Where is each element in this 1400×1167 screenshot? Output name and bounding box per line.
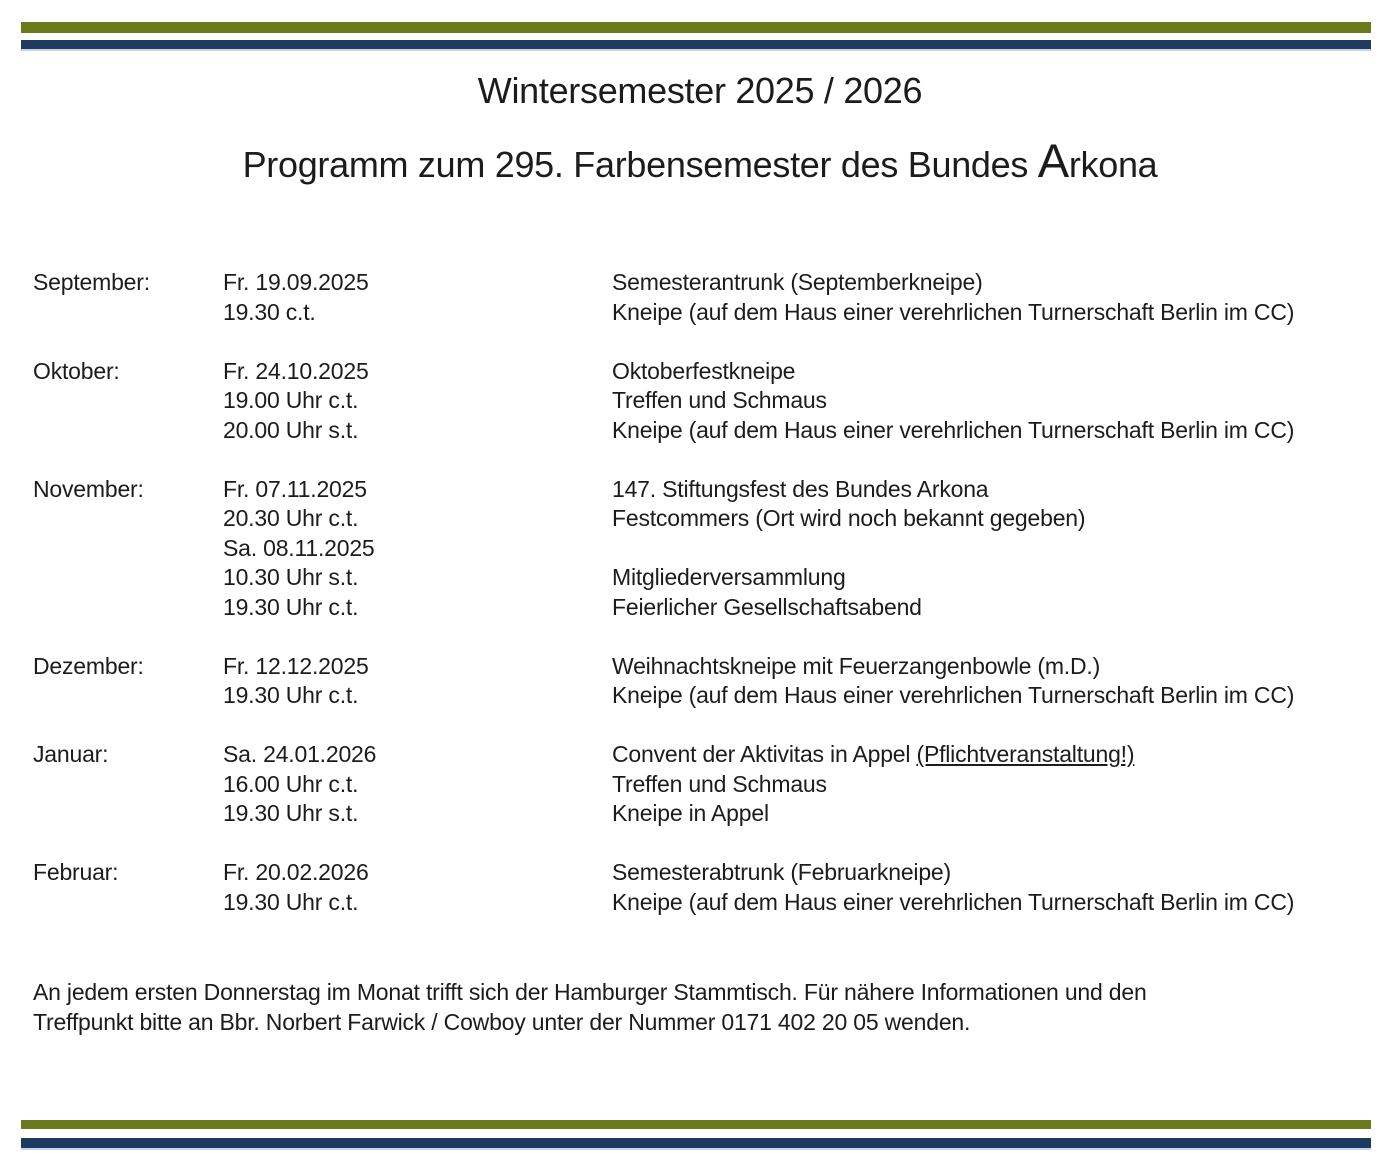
event-date: Fr. 12.12.2025	[223, 652, 369, 679]
event-description-text: Convent der Aktivitas in Appel	[612, 741, 917, 767]
event-description: Kneipe in Appel	[612, 800, 769, 826]
event-time: 19.30 Uhr c.t.	[223, 888, 359, 915]
month-label: Februar:	[33, 859, 119, 885]
schedule-row	[33, 858, 1370, 888]
schedule-row	[33, 504, 1370, 534]
month-label-spacer	[33, 888, 223, 918]
schedule-row	[33, 268, 1370, 298]
event-time: 20.30 Uhr c.t.	[223, 505, 359, 531]
event-description: Kneipe (auf dem Haus einer verehrlichen Turnerschaft Berlin im CC)	[612, 416, 1295, 443]
arkona-rest: rkona	[1068, 144, 1158, 185]
event-description: Weihnachtskneipe mit Feuerzangenbowle (m.D.)	[612, 652, 1101, 679]
event-date: Sa. 08.11.2025	[223, 534, 375, 561]
bottom-rule-olive	[21, 1120, 1371, 1129]
event-description: Festcommers (Ort wird noch bekannt gegeben)	[612, 505, 1086, 531]
event-time: 19.30 Uhr c.t.	[223, 682, 359, 708]
month-label-spacer	[33, 504, 223, 534]
schedule-row	[33, 416, 1370, 446]
schedule-row	[33, 888, 1370, 918]
month-label: Oktober:	[33, 357, 120, 384]
month-label: Dezember:	[33, 652, 144, 679]
bottom-rule-navy	[21, 1138, 1371, 1150]
event-schedule	[33, 268, 1370, 947]
month-block-januar	[33, 740, 1370, 829]
month-block-februar	[33, 858, 1370, 917]
schedule-row	[33, 593, 1370, 623]
month-label-spacer	[33, 681, 223, 711]
event-date: Fr. 19.09.2025	[223, 269, 369, 295]
month-label-spacer	[33, 534, 223, 564]
event-description: Kneipe (auf dem Haus einer verehrlichen Turnerschaft Berlin im CC)	[612, 888, 1295, 915]
month-label: November:	[33, 475, 144, 502]
stammtisch-note	[33, 977, 1370, 1037]
schedule-row	[33, 298, 1370, 328]
event-description	[612, 740, 1370, 770]
event-time: 10.30 Uhr s.t.	[223, 564, 359, 590]
month-label-spacer	[33, 593, 223, 623]
month-label-spacer	[33, 298, 223, 328]
month-label-spacer	[33, 563, 223, 593]
event-description: Feierlicher Gesellschaftsabend	[612, 593, 922, 620]
event-time: 19.30 Uhr s.t.	[223, 800, 359, 826]
schedule-row	[33, 681, 1370, 711]
event-description: Treffen und Schmaus	[612, 770, 827, 797]
event-date: Fr. 24.10.2025	[223, 357, 369, 384]
event-description: Treffen und Schmaus	[612, 387, 827, 413]
event-description: Kneipe (auf dem Haus einer verehrlichen Turnerschaft Berlin im CC)	[612, 298, 1295, 325]
program-title	[0, 133, 1400, 188]
top-rule-olive	[21, 22, 1371, 33]
event-description: Oktoberfestkneipe	[612, 357, 796, 384]
event-time: 19.30 c.t.	[223, 298, 316, 325]
mandatory-note-underlined: (Pflichtveranstaltung!)	[916, 741, 1135, 767]
month-label-spacer	[33, 799, 223, 829]
event-time: 16.00 Uhr c.t.	[223, 770, 359, 797]
event-date: Sa. 24.01.2026	[223, 741, 377, 767]
schedule-row	[33, 652, 1370, 682]
event-description: 147. Stiftungsfest des Bundes Arkona	[612, 475, 989, 502]
top-rule-navy	[21, 40, 1371, 51]
month-label: Januar:	[33, 741, 109, 767]
semester-title: Wintersemester 2025 / 2026	[477, 70, 923, 111]
event-description: Semesterabtrunk (Februarkneipe)	[612, 859, 951, 885]
schedule-row	[33, 357, 1370, 387]
schedule-row	[33, 386, 1370, 416]
schedule-row	[33, 475, 1370, 505]
program-title-text: Programm zum 295. Farbensemester des Bundes	[242, 144, 1038, 185]
event-date: Fr. 07.11.2025	[223, 475, 367, 502]
month-block-november	[33, 475, 1370, 623]
month-label-spacer	[33, 386, 223, 416]
event-time: 19.30 Uhr c.t.	[223, 593, 359, 620]
event-description	[612, 534, 1370, 564]
month-block-oktober	[33, 357, 1370, 446]
month-block-dezember	[33, 652, 1370, 711]
month-block-september	[33, 268, 1370, 327]
event-description: Mitgliederversammlung	[612, 564, 846, 590]
arkona-initial: A	[1037, 134, 1069, 187]
month-label: September:	[33, 269, 150, 295]
stammtisch-note-line1: An jedem ersten Donnerstag im Monat trifft sich der Hamburger Stammtisch. Für nähere Informationen und den	[33, 979, 1147, 1005]
schedule-row	[33, 563, 1370, 593]
schedule-row	[33, 770, 1370, 800]
event-description: Kneipe (auf dem Haus einer verehrlichen Turnerschaft Berlin im CC)	[612, 682, 1295, 708]
month-label-spacer	[33, 770, 223, 800]
schedule-row	[33, 534, 1370, 564]
event-date: Fr. 20.02.2026	[223, 859, 369, 885]
stammtisch-note-line2: Treffpunkt bitte an Bbr. Norbert Farwick / Cowboy unter der Nummer 0171 402 20 05 wenden.	[33, 1009, 971, 1035]
schedule-row	[33, 740, 1370, 770]
month-label-spacer	[33, 416, 223, 446]
event-time: 19.00 Uhr c.t.	[223, 387, 359, 413]
schedule-row	[33, 799, 1370, 829]
event-description: Semesterantrunk (Septemberkneipe)	[612, 269, 983, 295]
event-time: 20.00 Uhr s.t.	[223, 416, 359, 443]
